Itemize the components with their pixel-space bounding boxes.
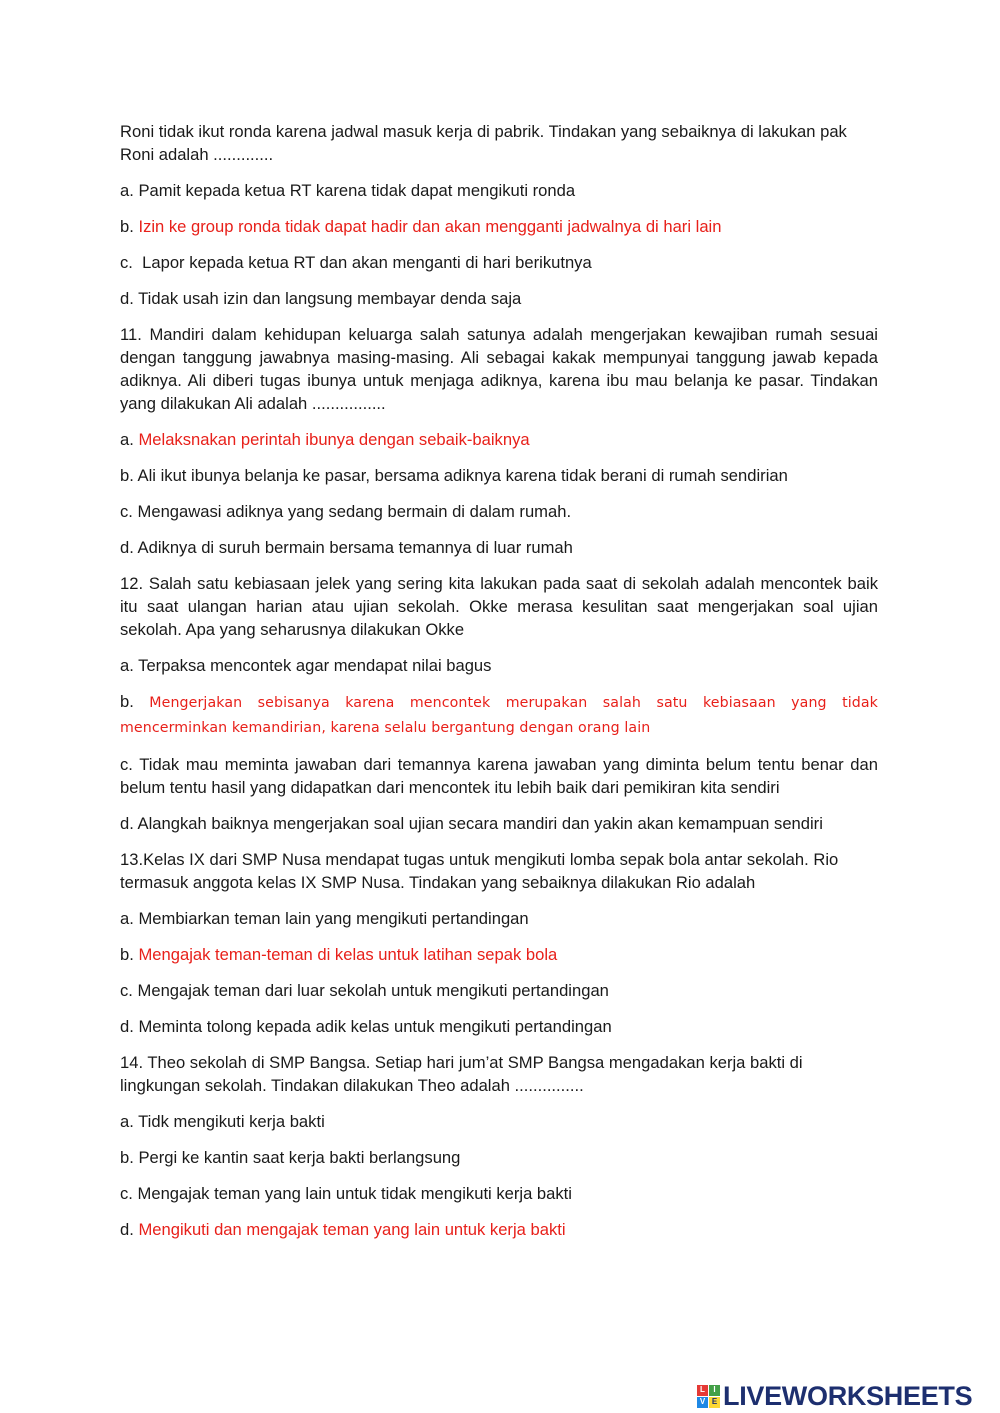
question-10-stem: Roni tidak ikut ronda karena jadwal masuk kerja di pabrik. Tindakan yang sebaiknya di lakukan pak Roni adalah .............: [120, 122, 847, 164]
logo-letter-l: L: [697, 1385, 708, 1396]
question-14-stem: 14. Theo sekolah di SMP Bangsa. Setiap hari jum’at SMP Bangsa mengadakan kerja bakti di lingkungan sekolah. Tindakan dilakukan Theo adalah ...............: [120, 1053, 803, 1095]
q11-option-b: b. Ali ikut ibunya belanja ke pasar, bersama adiknya karena tidak berani di rumah sendirian: [120, 466, 788, 485]
brand-name: LIVEWORKSHEETS: [723, 1381, 973, 1411]
correct-answer-text: Mengikuti dan mengajak teman yang lain untuk kerja bakti: [138, 1220, 566, 1239]
q14-option-a: a. Tidk mengikuti kerja bakti: [120, 1112, 325, 1131]
correct-answer-text: Izin ke group ronda tidak dapat hadir dan akan mengganti jadwalnya di hari lain: [138, 217, 722, 236]
q11-option-a: a. Melaksnakan perintah ibunya dengan sebaik-baiknya: [120, 430, 530, 449]
q11-option-c: c. Mengawasi adiknya yang sedang bermain di dalam rumah.: [120, 502, 572, 521]
q14-option-c: c. Mengajak teman yang lain untuk tidak mengikuti kerja bakti: [120, 1184, 572, 1203]
q12-option-d: d. Alangkah baiknya mengerjakan soal ujian secara mandiri dan yakin akan kemampuan sendiri: [120, 814, 823, 833]
correct-answer-text: Mengerjakan sebisanya karena mencontek merupakan salah satu kebiasaan yang tidak mencerminkan kemandirian, karena selalu bergantung dengan orang lain: [120, 695, 879, 736]
q14-option-b: b. Pergi ke kantin saat kerja bakti berlangsung: [120, 1148, 461, 1167]
q13-option-c: c. Mengajak teman dari luar sekolah untuk mengikuti pertandingan: [120, 981, 609, 1000]
q11-option-d: d. Adiknya di suruh bermain bersama temannya di luar rumah: [120, 538, 573, 557]
q14-option-d: d. Mengikuti dan mengajak teman yang lain untuk kerja bakti: [120, 1220, 566, 1239]
correct-answer-text: Melaksnakan perintah ibunya dengan sebaik-baiknya: [138, 430, 530, 449]
logo-letter-v: V: [697, 1397, 708, 1408]
logo-mark-icon: [697, 1385, 720, 1408]
q13-option-b: b. Mengajak teman-teman di kelas untuk latihan sepak bola: [120, 945, 558, 964]
q12-option-c: c. Tidak mau meminta jawaban dari temannya karena jawaban yang diminta belum tentu benar dan belum tentu hasil yang didapatkan dari mencontek itu lebih baik dari pemikiran kita sendiri: [120, 755, 878, 797]
question-12-stem: 12. Salah satu kebiasaan jelek yang sering kita lakukan pada saat di sekolah adalah mencontek baik itu saat ulangan harian atau ujian sekolah. Okke merasa kesulitan saat mengerjakan soal ujian sekolah. Apa yang seharusnya dilakukan Okke: [120, 574, 878, 639]
q10-option-c: c. Lapor kepada ketua RT dan akan menganti di hari berikutnya: [120, 253, 592, 272]
q10-option-b: b. Izin ke group ronda tidak dapat hadir dan akan mengganti jadwalnya di hari lain: [120, 217, 722, 236]
logo-letter-e: E: [709, 1397, 720, 1408]
q10-option-d: d. Tidak usah izin dan langsung membayar denda saja: [120, 289, 522, 308]
logo-letter-i: I: [709, 1385, 720, 1396]
worksheet-page: [120, 120, 878, 1254]
q13-option-a: a. Membiarkan teman lain yang mengikuti pertandingan: [120, 909, 529, 928]
correct-answer-text: Mengajak teman-teman di kelas untuk latihan sepak bola: [138, 945, 558, 964]
question-13-stem: 13.Kelas IX dari SMP Nusa mendapat tugas untuk mengikuti lomba sepak bola antar sekolah. Rio termasuk anggota kelas IX SMP Nusa. Tindakan yang sebaiknya dilakukan Rio adalah: [120, 850, 839, 892]
q10-option-a: a. Pamit kepada ketua RT karena tidak dapat mengikuti ronda: [120, 181, 576, 200]
q13-option-d: d. Meminta tolong kepada adik kelas untuk mengikuti pertandingan: [120, 1017, 612, 1036]
q12-option-b: b. Mengerjakan sebisanya karena mencontek merupakan salah satu kebiasaan yang tidak mencerminkan kemandirian, karena selalu bergantung dengan orang lain: [120, 692, 879, 736]
liveworksheets-logo: [697, 1381, 972, 1411]
q12-option-a: a. Terpaksa mencontek agar mendapat nilai bagus: [120, 656, 492, 675]
question-11-stem: 11. Mandiri dalam kehidupan keluarga salah satunya adalah mengerjakan kewajiban rumah sesuai dengan tanggung jawabnya masing-masing. Ali sebagai kakak mempunyai tanggung jawab kepada adiknya. Ali diberi tugas ibunya untuk menjaga adiknya, karena ibu mau belanja ke pasar. Tindakan yang dilakukan Ali adalah ................: [120, 325, 878, 413]
